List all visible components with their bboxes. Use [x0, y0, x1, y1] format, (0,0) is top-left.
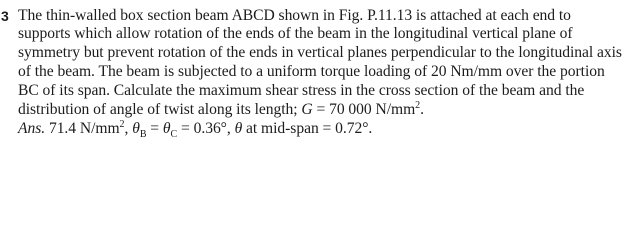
answer-separator: , — [124, 120, 133, 137]
problem-text-line-6 — [18, 101, 424, 119]
problem-text-line-1: The thin-walled box section beam ABCD shown in Fig. P.11.13 is attached at each end to — [18, 7, 571, 24]
problem-text-line-4: of the beam. The beam is subjected to a uniform torque loading of 20 Nm/mm over the portion — [18, 63, 605, 80]
shear-modulus-unit-exponent: 2 — [415, 99, 421, 111]
theta-c-subscript: C — [170, 129, 178, 141]
theta-b-symbol: θ — [132, 120, 140, 137]
theta-c-symbol: θ — [162, 120, 171, 137]
answer-unit-exponent: 2 — [119, 118, 125, 130]
line-6-end: . — [420, 101, 424, 118]
answer-shear-stress: 71.4 N/mm — [45, 120, 120, 137]
answer-equals: = — [146, 120, 163, 137]
answer-label: Ans. — [18, 120, 46, 137]
problem-text-line-3: symmetry but prevent rotation of the ends in vertical planes perpendicular to the longitudinal axis — [18, 44, 622, 61]
problem-number: 3 — [1, 8, 9, 24]
theta-b-subscript: B — [139, 129, 147, 141]
shear-modulus-value: = 70 000 N/mm — [312, 101, 416, 118]
answer-twist-midspan: at mid-span = 0.72°. — [242, 120, 373, 137]
answer-twist-ends: = 0.36°, — [177, 120, 235, 137]
problem-text-line-2: supports which allow rotation of the ends of the beam in the longitudinal vertical plane of — [18, 25, 573, 42]
line-6-text: distribution of angle of twist along its length; — [18, 101, 302, 118]
shear-modulus-symbol: G — [301, 101, 313, 118]
theta-symbol: θ — [234, 120, 243, 137]
answer-line — [18, 118, 373, 141]
problem-text-line-5: BC of its span. Calculate the maximum shear stress in the cross section of the beam and the — [18, 82, 585, 99]
